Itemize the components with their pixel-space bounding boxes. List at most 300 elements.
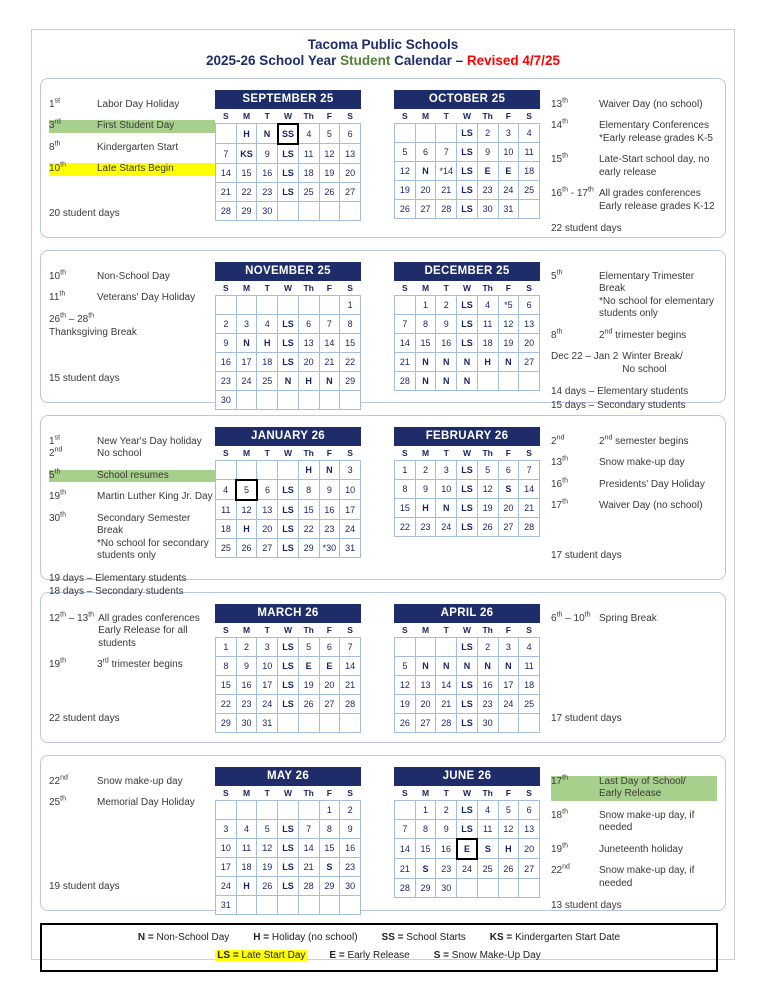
calendar-cell: LS — [457, 713, 478, 732]
calendar-cell: 26 — [257, 876, 278, 895]
calendar-cell: 2 — [477, 123, 498, 142]
notes-spacer — [551, 634, 717, 712]
calendar-cell: 24 — [236, 371, 257, 390]
calendar-cell — [519, 713, 540, 732]
calendar-cell: S — [477, 839, 498, 859]
month-section — [40, 755, 726, 911]
calendar-cell — [395, 637, 416, 656]
calendar-cell: LS — [457, 819, 478, 839]
day-header-cell: W — [278, 446, 299, 461]
day-header-cell: S — [519, 623, 540, 638]
page-header — [32, 30, 734, 69]
calendar-cell: 24 — [457, 859, 478, 879]
calendar-cell: 13 — [519, 819, 540, 839]
calendar-cell: 3 — [498, 123, 519, 142]
note-term: 11th — [49, 291, 66, 304]
calendar-cell: 14 — [319, 333, 340, 352]
calendar-cell: 23 — [415, 517, 436, 536]
calendar-cell: 16 — [257, 163, 278, 182]
calendar-cell — [498, 878, 519, 897]
week-row — [216, 352, 361, 371]
calendar-cell: 25 — [477, 859, 498, 879]
month-calendar — [394, 427, 540, 575]
student-days-summary — [551, 549, 717, 563]
note-term: 8th — [49, 140, 61, 153]
calendar-cell: 27 — [415, 713, 436, 732]
month-notes — [49, 597, 215, 738]
note-text: Waiver Day (no school) — [599, 500, 703, 512]
student-days-summary — [551, 712, 717, 726]
calendar-cell: 14 — [340, 656, 361, 675]
calendar-cell: 20 — [415, 180, 436, 199]
day-header-cell: S — [216, 786, 237, 801]
month-notes — [49, 760, 215, 906]
month-notes — [540, 760, 717, 912]
calendar-cell: 6 — [319, 637, 340, 656]
calendar-cell — [298, 713, 319, 732]
calendar-cell: 21 — [436, 180, 457, 199]
note-term: 13th — [551, 97, 568, 110]
calendar-cell: 16 — [216, 352, 237, 371]
calendar-cell: 1 — [395, 460, 416, 479]
note-text: All grades conferences Early release grades K-12 — [599, 188, 715, 212]
calendar-cell: 12 — [236, 500, 257, 520]
note-term: 10th — [49, 162, 66, 175]
calendar-cell: 3 — [498, 637, 519, 656]
note-term: 8th — [551, 328, 563, 341]
note-text: Snow make-up day — [97, 775, 183, 787]
summary-line: 22 student days — [49, 713, 120, 725]
calendar-cell — [236, 460, 257, 480]
calendar-cell: N — [498, 656, 519, 675]
calendar-cell: 5 — [236, 480, 257, 500]
day-header-cell: F — [498, 786, 519, 801]
calendar-cell: 8 — [415, 819, 436, 839]
calendar-cell: 10 — [436, 479, 457, 498]
day-header-cell: M — [236, 786, 257, 801]
week-row — [216, 333, 361, 352]
calendar-cell: N — [436, 498, 457, 517]
calendar-cell: 21 — [340, 675, 361, 694]
calendar-cell: 9 — [415, 479, 436, 498]
calendar-cell — [457, 878, 478, 897]
day-header-cell: F — [498, 281, 519, 296]
calendar-cell — [340, 713, 361, 732]
calendar-cell: 25 — [216, 538, 237, 557]
week-row — [216, 675, 361, 694]
week-row — [395, 142, 540, 161]
calendar-cell: LS — [278, 500, 299, 520]
day-header-cell: F — [319, 281, 340, 296]
day-header-cell: T — [257, 446, 278, 461]
calendar-cell: 31 — [257, 713, 278, 732]
calendar-cell: 1 — [216, 637, 237, 656]
week-row — [395, 460, 540, 479]
calendar-cell: 21 — [436, 694, 457, 713]
legend-key: N = — [137, 931, 157, 943]
calendar-cell — [340, 895, 361, 914]
day-header-cell: M — [236, 623, 257, 638]
day-header-cell: T — [257, 281, 278, 296]
calendar-cell: 20 — [415, 694, 436, 713]
calendar-cell: 27 — [319, 694, 340, 713]
calendar-cell: 3 — [216, 819, 237, 838]
calendar-cell: 30 — [257, 201, 278, 220]
calendar-cell: 25 — [519, 180, 540, 199]
week-row — [216, 163, 361, 182]
legend-item — [136, 932, 231, 943]
summary-line: 15 student days — [49, 373, 120, 385]
day-header-cell: W — [278, 786, 299, 801]
calendar-cell: 30 — [216, 390, 237, 409]
note-row — [551, 613, 717, 626]
calendar-cell: 1 — [415, 800, 436, 819]
note-text: Snow make-up day — [599, 457, 685, 469]
note-row — [551, 776, 717, 801]
calendar-cell: 13 — [340, 144, 361, 164]
calendar-cell — [436, 637, 457, 656]
month-calendar — [215, 427, 361, 575]
calendar-cell: 15 — [216, 675, 237, 694]
calendar-cell: LS — [278, 637, 299, 656]
day-header-cell: Th — [477, 109, 498, 124]
calendar-cell — [236, 295, 257, 314]
calendar-cell: N — [236, 333, 257, 352]
calendar-cell: LS — [278, 333, 299, 352]
note-term: 16th — [551, 477, 568, 490]
note-term: 18th — [551, 808, 568, 821]
note-text: Waiver Day (no school) — [599, 98, 703, 110]
month-grid — [394, 623, 540, 733]
month-grid — [394, 786, 540, 898]
week-row — [216, 390, 361, 409]
note-term: 16th - 17th — [551, 187, 594, 200]
calendar-cell — [319, 390, 340, 409]
calendar-cell — [436, 123, 457, 142]
calendar-cell: H — [236, 876, 257, 895]
month-sections-container — [32, 78, 734, 911]
note-row — [551, 99, 717, 112]
calendar-cell: N — [457, 371, 478, 390]
calendar-cell: 21 — [395, 859, 416, 879]
calendar-cell — [319, 713, 340, 732]
calendar-cell — [278, 460, 299, 480]
note-text: Spring Break — [599, 612, 657, 624]
student-days-summary — [551, 385, 717, 412]
note-row — [49, 120, 215, 133]
day-header-cell: M — [415, 109, 436, 124]
calendar-cell: 8 — [216, 656, 237, 675]
note-row — [551, 479, 717, 492]
summary-line: 17 student days — [551, 713, 622, 725]
note-text: Snow make-up day, if needed — [599, 865, 695, 889]
week-row — [216, 201, 361, 220]
calendar-cell: 24 — [216, 876, 237, 895]
student-days-summary — [49, 880, 215, 894]
calendar-cell: 18 — [519, 161, 540, 180]
week-row — [216, 895, 361, 914]
calendar-cell: 1 — [415, 295, 436, 314]
note-text: Martin Luther King Jr. Day — [97, 491, 213, 503]
student-days-summary — [551, 899, 717, 913]
calendar-cell: LS — [278, 656, 299, 675]
month-title: JUNE 26 — [394, 767, 540, 786]
calendar-cell: 18 — [257, 352, 278, 371]
calendar-cell: LS — [278, 838, 299, 857]
calendar-cell: LS — [457, 295, 478, 314]
calendar-cell: SS — [278, 124, 299, 144]
month-calendar — [215, 604, 361, 738]
calendar-cell: 15 — [340, 333, 361, 352]
week-row — [216, 295, 361, 314]
day-header-cell: S — [395, 446, 416, 461]
month-title: MARCH 26 — [215, 604, 361, 623]
calendar-cell: 8 — [319, 819, 340, 838]
calendar-cell: 22 — [298, 519, 319, 538]
day-header-cell: W — [457, 623, 478, 638]
calendar-cell: 14 — [436, 675, 457, 694]
month-notes — [49, 83, 215, 233]
note-text: Late Starts Begin — [97, 163, 174, 175]
month-title: FEBRUARY 26 — [394, 427, 540, 446]
month-section — [40, 78, 726, 238]
calendar-cell: 19 — [298, 675, 319, 694]
calendar-cell — [477, 878, 498, 897]
calendar-cell: N — [415, 352, 436, 371]
calendar-cell: 20 — [498, 498, 519, 517]
calendar-cell: N — [415, 656, 436, 675]
calendar-cell: 18 — [298, 163, 319, 182]
calendar-cell: LS — [457, 123, 478, 142]
calendar-cell: 11 — [477, 314, 498, 333]
day-header-cell: T — [436, 623, 457, 638]
day-header-cell: W — [278, 281, 299, 296]
day-header-cell: F — [498, 623, 519, 638]
day-header-row — [395, 786, 540, 801]
calendar-cell: 20 — [298, 352, 319, 371]
calendar-cell: E — [457, 839, 478, 859]
calendar-cell: 7 — [395, 819, 416, 839]
legend-item — [251, 932, 359, 943]
day-header-cell: M — [415, 446, 436, 461]
note-term: Dec 22 – Jan 2 — [551, 351, 619, 363]
note-row — [551, 351, 717, 376]
calendar-cell — [498, 713, 519, 732]
note-term: 1st — [49, 434, 61, 447]
day-header-cell: S — [340, 446, 361, 461]
day-header-row — [395, 281, 540, 296]
month-title: MAY 26 — [215, 767, 361, 786]
day-header-cell: T — [257, 786, 278, 801]
week-row — [395, 314, 540, 333]
calendar-cell: N — [278, 371, 299, 390]
calendar-cell — [395, 295, 416, 314]
subtitle-revised: Revised 4/7/25 — [466, 52, 560, 68]
day-header-cell: F — [319, 786, 340, 801]
note-term: 2nd — [49, 447, 63, 460]
week-row — [216, 144, 361, 164]
calendar-cell: 30 — [236, 713, 257, 732]
week-row — [395, 859, 540, 879]
month-calendar — [394, 604, 540, 738]
calendar-cell: LS — [457, 180, 478, 199]
calendar-cell: 27 — [519, 352, 540, 371]
calendar-cell: 23 — [477, 180, 498, 199]
calendar-cell — [498, 371, 519, 390]
week-row — [216, 694, 361, 713]
legend-item — [327, 950, 411, 961]
calendar-cell: LS — [278, 163, 299, 182]
calendar-cell: H — [498, 839, 519, 859]
calendar-cell: 30 — [340, 876, 361, 895]
calendar-cell — [519, 878, 540, 897]
note-row — [551, 500, 717, 513]
legend-desc: Late Start Day — [241, 949, 306, 961]
week-row — [395, 295, 540, 314]
day-header-row — [216, 281, 361, 296]
note-term: 5th — [49, 468, 61, 481]
calendar-cell: 9 — [436, 314, 457, 333]
legend-key: E = — [329, 949, 348, 961]
calendar-cell: 9 — [236, 656, 257, 675]
calendar-cell: LS — [278, 144, 299, 164]
calendar-cell: 28 — [216, 201, 237, 220]
note-row — [49, 292, 215, 305]
calendar-cell: LS — [457, 199, 478, 218]
calendar-cell: 14 — [216, 163, 237, 182]
note-row — [49, 776, 215, 789]
day-header-cell: Th — [298, 623, 319, 638]
calendar-cell: N — [415, 161, 436, 180]
note-text: No school — [97, 448, 142, 460]
calendar-cell: *5 — [498, 295, 519, 314]
calendar-cell: 23 — [257, 182, 278, 201]
calendar-cell: 29 — [340, 371, 361, 390]
calendar-cell: LS — [278, 519, 299, 538]
calendar-cell: 8 — [298, 480, 319, 500]
month-grid — [215, 786, 361, 915]
calendar-cell: 22 — [395, 517, 416, 536]
week-row — [395, 713, 540, 732]
calendar-cell: 27 — [498, 517, 519, 536]
week-row — [395, 819, 540, 839]
note-text: Non-School Day — [97, 270, 170, 282]
calendar-cell: LS — [278, 819, 299, 838]
week-row — [395, 656, 540, 675]
day-header-row — [216, 446, 361, 461]
calendar-cell — [395, 123, 416, 142]
calendar-cell: 26 — [498, 859, 519, 879]
note-row — [551, 188, 717, 213]
month-calendar — [394, 90, 540, 233]
calendar-cell: 9 — [257, 144, 278, 164]
notes-spacer — [49, 185, 215, 208]
calendar-cell: 29 — [319, 876, 340, 895]
calendar-cell: 12 — [257, 838, 278, 857]
calendar-cell: 6 — [519, 800, 540, 819]
calendar-cell: 10 — [498, 142, 519, 161]
legend-desc: Early Release — [347, 949, 410, 961]
note-text: School resumes — [97, 469, 169, 481]
note-row — [49, 448, 215, 461]
day-header-cell: Th — [298, 446, 319, 461]
calendar-cell: LS — [457, 142, 478, 161]
note-term: 19th — [49, 658, 66, 671]
calendar-cell: 5 — [298, 637, 319, 656]
calendar-cell: LS — [457, 637, 478, 656]
day-header-cell: S — [340, 109, 361, 124]
calendar-cell: 18 — [477, 333, 498, 352]
calendar-cell — [415, 123, 436, 142]
day-header-cell: W — [457, 446, 478, 461]
calendar-cell: E — [319, 656, 340, 675]
week-row — [216, 519, 361, 538]
calendar-cell — [477, 371, 498, 390]
note-term: 5th — [551, 269, 563, 282]
day-header-cell: Th — [477, 623, 498, 638]
calendar-cell: KS — [236, 144, 257, 164]
calendar-cell: 30 — [477, 199, 498, 218]
week-row — [216, 480, 361, 500]
week-row — [395, 517, 540, 536]
calendar-cell — [519, 371, 540, 390]
calendar-cell — [278, 390, 299, 409]
legend-item — [380, 932, 468, 943]
month-grid — [215, 281, 361, 410]
month-calendar — [394, 262, 540, 398]
calendar-cell — [236, 895, 257, 914]
month-notes — [540, 597, 717, 738]
calendar-cell: 12 — [498, 819, 519, 839]
subtitle-mid: Calendar – — [390, 52, 467, 68]
calendar-cell: LS — [278, 694, 299, 713]
note-text: Presidents' Day Holiday — [599, 478, 705, 490]
calendar-cell: 28 — [395, 878, 416, 897]
calendar-cell — [519, 199, 540, 218]
calendar-cell: 14 — [395, 333, 416, 352]
calendar-cell: LS — [278, 538, 299, 557]
calendar-cell: S — [319, 857, 340, 876]
calendar-cell: 7 — [298, 819, 319, 838]
student-days-summary — [49, 712, 215, 726]
day-header-cell: M — [236, 281, 257, 296]
calendar-cell: 26 — [298, 694, 319, 713]
calendar-cell: 16 — [477, 675, 498, 694]
summary-line: 19 student days — [49, 881, 120, 893]
calendar-cell: 21 — [319, 352, 340, 371]
calendar-cell: LS — [278, 352, 299, 371]
note-text: Kindergarten Start — [97, 141, 179, 153]
legend-item — [432, 950, 543, 961]
calendar-cell — [216, 460, 237, 480]
day-header-cell: S — [340, 623, 361, 638]
calendar-cell: 3 — [236, 314, 257, 333]
day-header-cell: M — [415, 623, 436, 638]
calendar-cell: LS — [457, 517, 478, 536]
note-term: 3rd — [49, 119, 61, 132]
calendar-cell: 17 — [216, 857, 237, 876]
note-term: 14th — [551, 119, 568, 132]
calendar-cell — [216, 800, 237, 819]
month-title: APRIL 26 — [394, 604, 540, 623]
calendar-cell: 23 — [216, 371, 237, 390]
calendar-cell: 28 — [436, 713, 457, 732]
note-term: 22nd — [551, 864, 570, 877]
calendar-cell: 26 — [395, 199, 416, 218]
month-notes — [540, 255, 717, 411]
calendar-cell: 19 — [498, 333, 519, 352]
note-text: Secondary Semester Break *No school for secondary students only — [97, 512, 209, 562]
